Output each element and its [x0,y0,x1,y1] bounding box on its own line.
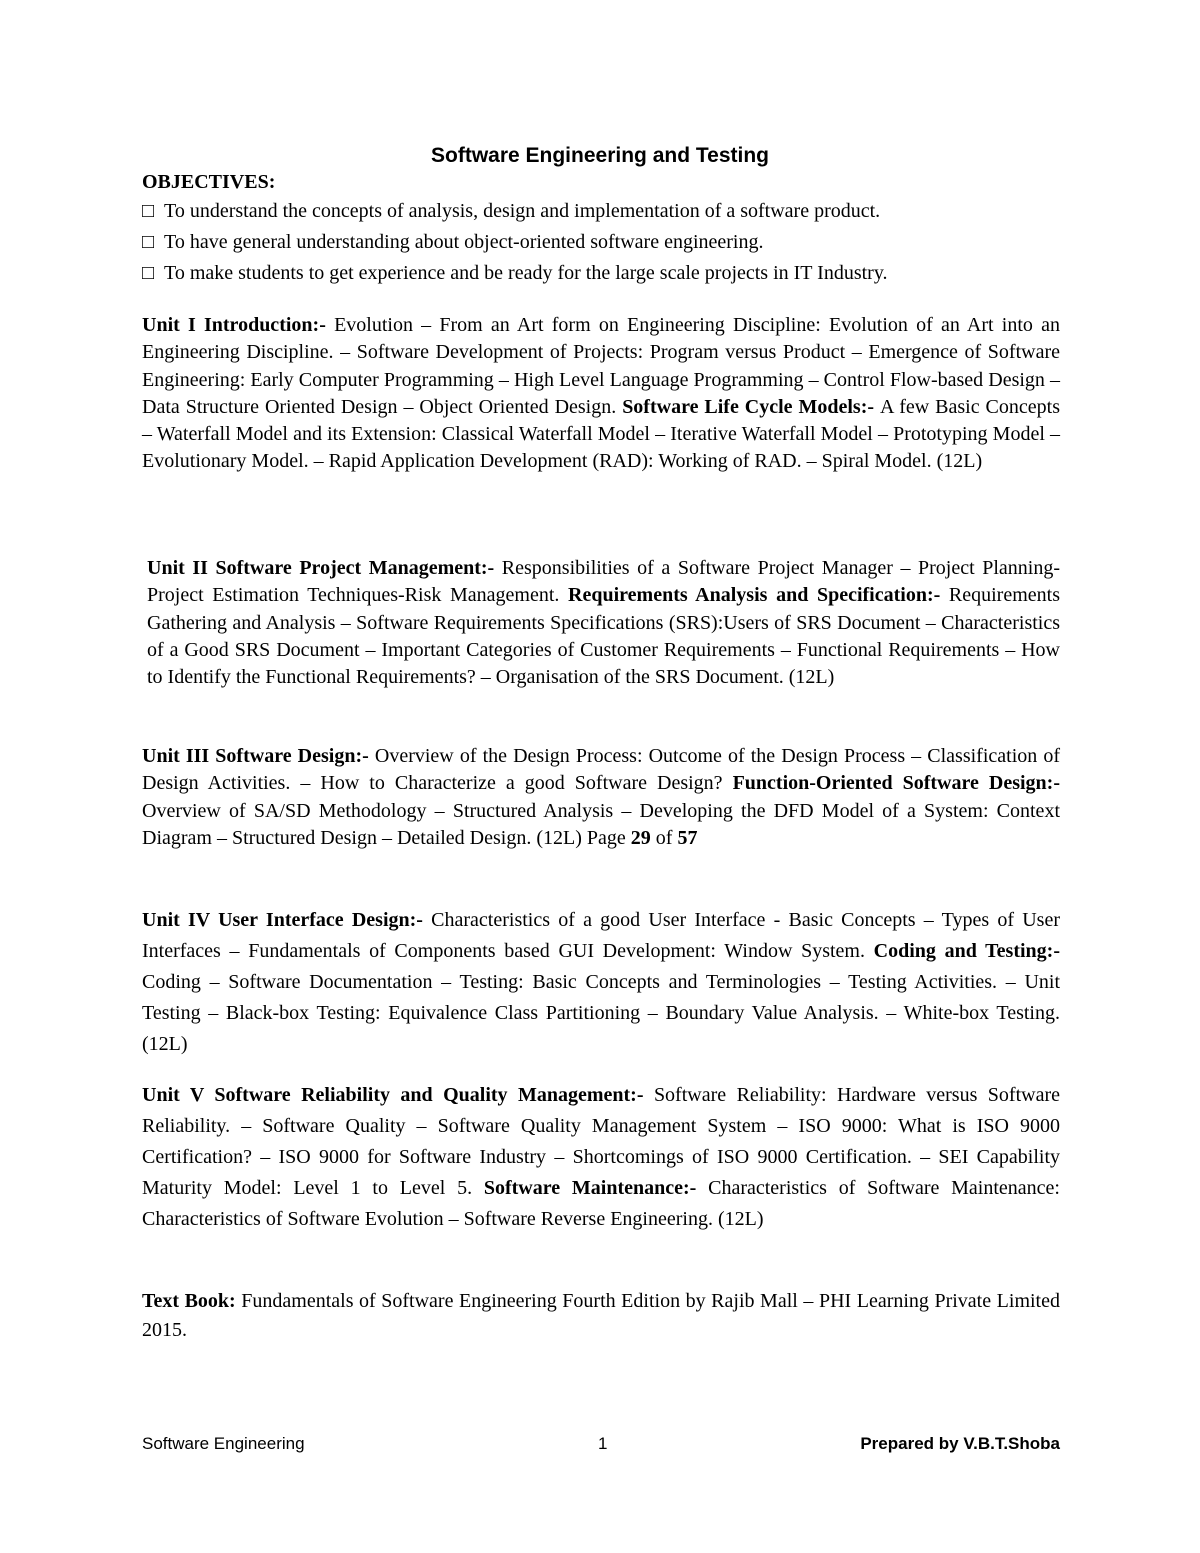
unit-1-text: A few Basic Concepts – Waterfall Model and its Extension: Classical Waterfall Model – Iterative Waterfall Model – Prototyping Model – Evolutionary Model. – Rapid Application Development (RAD): Working of RAD. – Spiral Model. (12L) [142,395,1060,473]
objective-text: To understand the concepts of analysis, design and implementation of a software product. [164,200,881,222]
unit-3-paragraph [142,743,1060,852]
footer-left-text: Software Engineering [142,1434,305,1453]
checkbox-bullet-icon: □ [142,262,155,284]
unit-1-heading: Unit I Introduction:- [142,314,335,336]
page-number-current: 29 [630,826,651,849]
objectives-heading: OBJECTIVES: [142,171,276,193]
unit-5-subheading: Software Maintenance:- [483,1177,709,1199]
textbook-label: Text Book: [142,1290,236,1312]
unit-5-heading: Unit V Software Reliability and Quality Management:- [142,1084,654,1106]
textbook-text: Fundamentals of Software Engineering Fourth Edition by Rajib Mall – PHI Learning Private Limited 2015. [142,1290,1060,1341]
document-title: Software Engineering and Testing [431,144,769,167]
unit-2-text: Requirements Gathering and Analysis – Software Requirements Specifications (SRS):Users of SRS Document – Characteristics of a Good SRS Document – Important Categories of Customer Requirements – Functional Requirements – How to Identify the Functional Requirements? – Organisation of the SRS Document. (12L) [147,584,1060,689]
objective-item [142,258,1062,289]
footer-author: Prepared by V.B.T.Shoba [860,1434,1060,1453]
objectives-section [142,168,1062,289]
unit-5-paragraph [142,1080,1060,1235]
footer-page-number: 1 [598,1434,608,1453]
unit-3-subheading: Function-Oriented Software Design:- [732,772,1061,795]
page-footer [142,1432,1060,1456]
unit-3-text: Overview of the Design Process: Outcome of the Design Process – Classification of Design Activities. – How to Characterize a good Software Design? [142,745,1060,795]
unit-5-text: Characteristics of Software Maintenance: Characteristics of Software Evolution – Software Reverse Engineering. (12L) [142,1177,1060,1230]
objective-item [142,196,1062,227]
unit-2-paragraph [147,555,1060,691]
unit-4-paragraph [142,905,1060,1060]
unit-3-heading: Unit III Software Design:- [142,745,375,767]
objective-text: To have general understanding about object-oriented software engineering. [164,231,764,253]
unit-2-text: Responsibilities of a Software Project Manager – Project Planning- Project Estimation Techniques-Risk Management. [147,557,1061,607]
unit-4-text: Characteristics of a good User Interface - Basic Concepts – Types of User Interfaces – Fundamentals of Components based GUI Development: Window System. [142,909,1060,962]
unit-1-subheading: Software Life Cycle Models:- [622,395,880,418]
unit-4-heading: Unit IV User Interface Design:- [142,909,432,931]
unit-2-subheading: Requirements Analysis and Specification:- [568,584,949,607]
checkbox-bullet-icon: □ [142,200,155,222]
textbook-paragraph [142,1287,1060,1345]
page-number-total: 57 [677,826,698,849]
unit-4-text: Coding – Software Documentation – Testing: Basic Concepts and Terminologies – Testing Activities. – Unit Testing – Black-box Testing: Equivalence Class Partitioning – Boundary Value Analysis. – White-box Testing. (12L) [142,971,1060,1055]
unit-1-paragraph [142,312,1060,476]
unit-2-heading: Unit II Software Project Management:- [147,557,502,579]
unit-1-text: Evolution – From an Art form on Engineering Discipline: Evolution of an Art into an Engineering Discipline. – Software Development of Projects: Program versus Product – Emergence of Software Engineering: Early Computer Programming – High Level Language Programming – Control Flow-based Design – Data Structure Oriented Design – Object Oriented Design. [142,314,1060,418]
checkbox-bullet-icon: □ [142,231,155,253]
objective-text: To make students to get experience and be ready for the large scale projects in IT Industry. [164,262,888,284]
page-of-text: of [650,826,678,849]
unit-4-subheading: Coding and Testing:- [873,940,1060,962]
unit-5-text: Software Reliability: Hardware versus Software Reliability. – Software Quality – Software Quality Management System – ISO 9000: What is ISO 9000 Certification? – ISO 9000 for Software Industry – Shortcomings of ISO 9000 Certification. – SEI Capability Maturity Model: Level 1 to Level 5. [142,1084,1061,1199]
unit-3-text: Overview of SA/SD Methodology – Structured Analysis – Developing the DFD Model of a System: Context Diagram – Structured Design – Detailed Design. (12L) Page [142,799,1060,849]
objective-item [142,227,1062,258]
